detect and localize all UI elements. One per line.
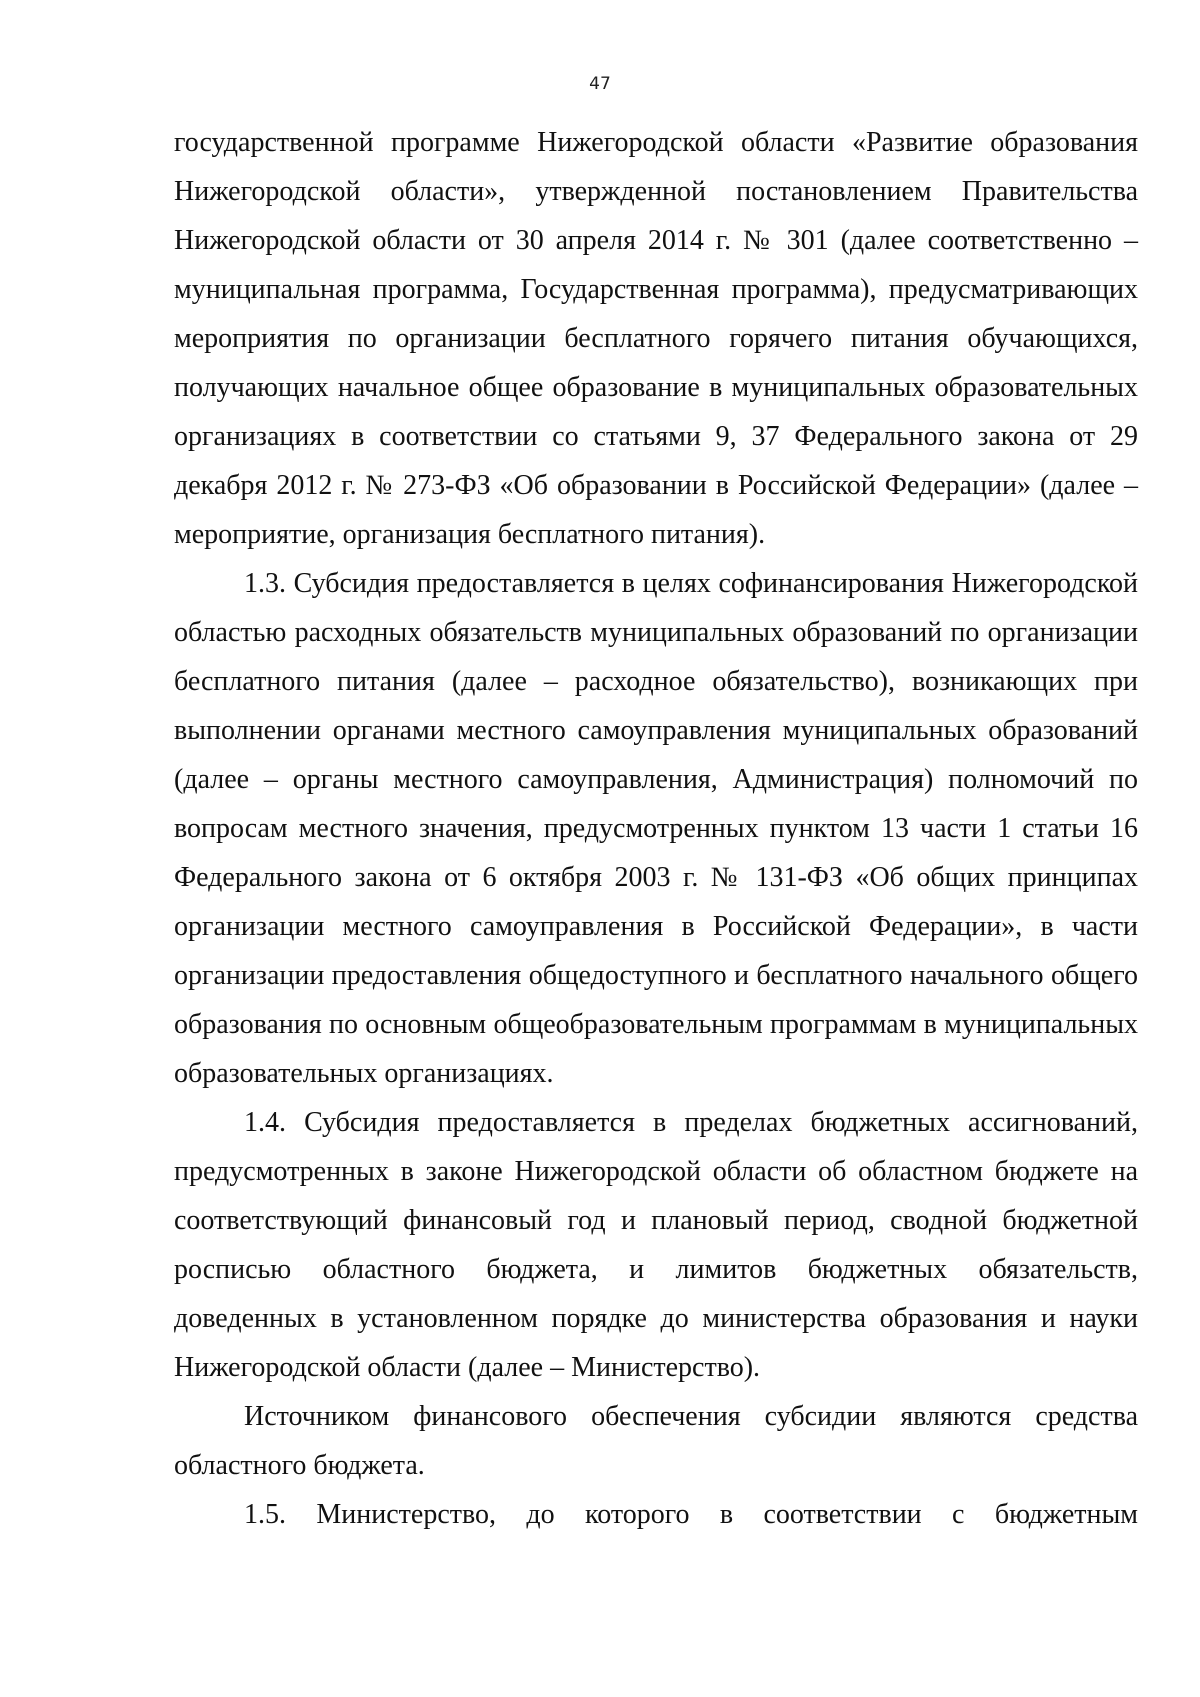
paragraph-1-4: 1.4. Субсидия предоставляется в пределах бюджетных ассигнований, предусмотренных в законе Нижегородской области об областном бюджете на соответствующий финансовый год и плановый период, сводной бюджетной росписью областного бюджета, и лимитов бюджетных обязательств, доведенных в установленном порядке до министерства образования и науки Нижегородской области (далее – Министерство). — [174, 1107, 1138, 1383]
paragraph-1-5: 1.5. Министерство, до которого в соответствии с бюджетным — [244, 1499, 1138, 1530]
paragraph-funding-source: Источником финансового обеспечения субсидии являются средства областного бюджета. — [174, 1401, 1138, 1481]
page-number: 47 — [589, 74, 611, 94]
paragraph-1-3: 1.3. Субсидия предоставляется в целях софинансирования Нижегородской областью расходных обязательств муниципальных образований по организации бесплатного питания (далее – расходное обязательство), возникающих при выполнении органами местного самоуправления муниципальных образований (далее – органы местного самоуправления, Администрация) полномочий по вопросам местного значения, предусмотренных пунктом 13 части 1 статьи 16 Федерального закона от 6 октября 2003 г. № 131-ФЗ «Об общих принципах организации местного самоуправления в Российской Федерации», в части организации предоставления общедоступного и бесплатного начального общего образования по основным общеобразовательным программам в муниципальных образовательных организациях. — [174, 568, 1138, 1089]
document-body — [174, 118, 1138, 1539]
paragraph-program-continuation: государственной программе Нижегородской области «Развитие образования Нижегородской области», утвержденной постановлением Правительства Нижегородской области от 30 апреля 2014 г. № 301 (далее соответственно – муниципальная программа, Государственная программа), предусматривающих мероприятия по организации бесплатного горячего питания обучающихся, получающих начальное общее образование в муниципальных образовательных организациях в соответствии со статьями 9, 37 Федерального закона от 29 декабря 2012 г. № 273-ФЗ «Об образовании в Российской Федерации» (далее – мероприятие, организация бесплатного питания). — [174, 127, 1138, 550]
